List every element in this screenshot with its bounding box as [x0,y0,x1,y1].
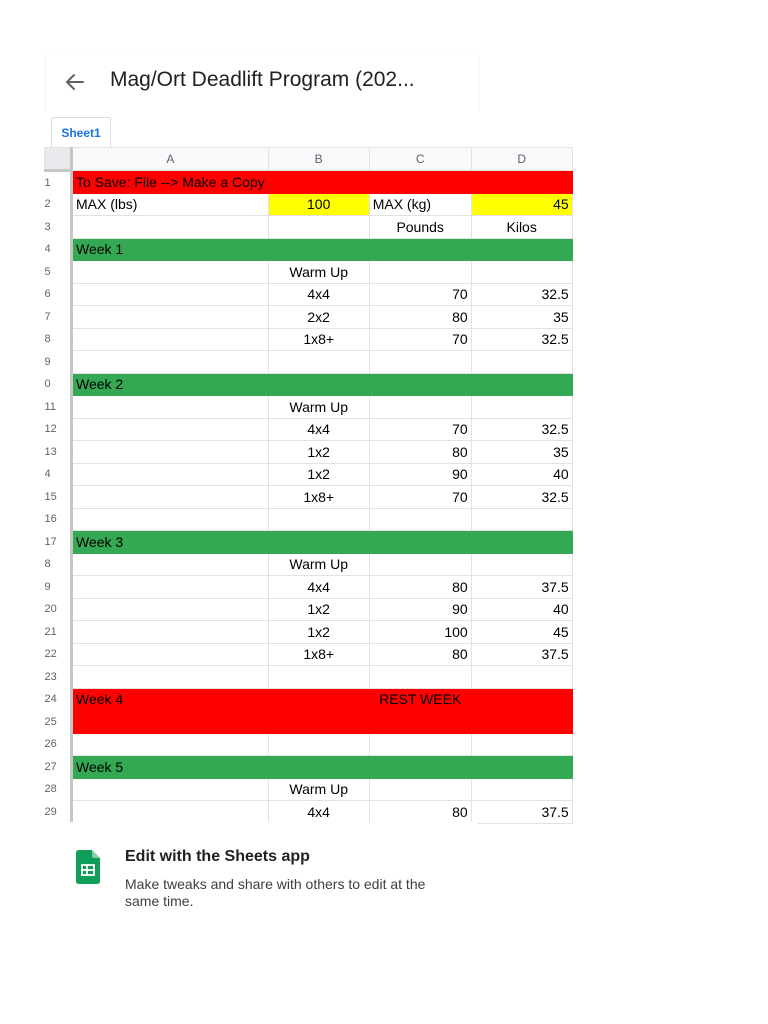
row-number[interactable]: 26 [45,733,72,756]
row-number[interactable]: 15 [45,486,72,509]
cell-a[interactable] [72,463,269,486]
cell-d[interactable]: 37.5 [471,576,572,599]
cell-b[interactable]: 100 [268,193,369,216]
cell-c[interactable]: REST WEEK [369,688,471,711]
cell-b[interactable] [268,666,369,689]
row-number[interactable]: 7 [45,306,72,329]
cell-d[interactable]: 37.5 [471,643,572,666]
row-number[interactable]: 23 [45,666,72,689]
cell-d[interactable] [471,553,572,576]
cell-d[interactable] [471,396,572,419]
table-row [45,441,573,464]
table-row [45,238,573,261]
cell-b[interactable]: 2x2 [268,306,369,329]
row-number[interactable]: 16 [45,508,72,531]
cell-c[interactable] [369,711,471,734]
cell-d[interactable]: 37.5 [471,801,572,824]
cell-c[interactable] [369,261,471,284]
cell-b[interactable]: Warm Up [268,396,369,419]
cell-d[interactable] [471,373,572,396]
table-row [45,711,573,734]
cell-d[interactable] [471,508,572,531]
cell-a[interactable]: Week 5 [72,756,269,779]
cell-d[interactable]: 32.5 [471,418,572,441]
cell-c[interactable]: 90 [369,463,471,486]
row-number[interactable]: 3 [45,216,72,239]
cell-a[interactable]: Week 2 [72,373,269,396]
cell-a[interactable] [72,216,269,239]
promo-description: Make tweaks and share with others to edit at the same time. [125,876,426,909]
cell-b[interactable]: Warm Up [268,261,369,284]
cell-b[interactable] [268,351,369,374]
table-row [45,598,573,621]
cell-c[interactable]: 90 [369,598,471,621]
row-number[interactable]: 24 [45,688,72,711]
row-number[interactable]: 2 [45,193,72,216]
cell-c[interactable] [369,238,471,261]
cell-c[interactable]: 80 [369,576,471,599]
cell-c[interactable] [369,733,471,756]
google-sheets-icon [76,850,100,884]
row-number[interactable]: 11 [45,396,72,419]
cell-b[interactable] [268,171,369,194]
cell-d[interactable]: 40 [471,463,572,486]
sheets-app-promo[interactable] [46,822,478,909]
cell-a[interactable] [72,733,269,756]
row-number[interactable]: 5 [45,261,72,284]
table-row [45,486,573,509]
table-row [45,621,573,644]
table-row [45,171,573,194]
row-number[interactable]: 12 [45,418,72,441]
cell-a[interactable] [72,508,269,531]
table-row [45,756,573,779]
row-number[interactable]: 25 [45,711,72,734]
cell-c[interactable] [369,373,471,396]
cell-a[interactable]: Week 4 [72,688,269,711]
cell-d[interactable] [471,711,572,734]
cell-b[interactable]: 1x2 [268,441,369,464]
cell-a[interactable] [72,306,269,329]
row-number[interactable]: 8 [45,553,72,576]
cell-b[interactable] [268,531,369,554]
table-row [45,216,573,239]
cell-a[interactable] [72,261,269,284]
row-number[interactable]: 13 [45,441,72,464]
cell-a[interactable] [72,778,269,801]
cell-d[interactable] [471,756,572,779]
table-row [45,553,573,576]
row-number[interactable]: 8 [45,328,72,351]
row-number[interactable]: 9 [45,351,72,374]
table-row [45,373,573,396]
cell-a[interactable] [72,598,269,621]
cell-b[interactable] [268,216,369,239]
cell-c[interactable]: 70 [369,328,471,351]
table-row [45,306,573,329]
table-row [45,351,573,374]
tab-sheet1[interactable]: Sheet1 [51,117,111,148]
table-row [45,666,573,689]
cell-a[interactable] [72,351,269,374]
cell-b[interactable]: 1x2 [268,621,369,644]
table-row [45,531,573,554]
cell-b[interactable]: 1x2 [268,598,369,621]
spreadsheet-grid [44,147,573,824]
table-row [45,576,573,599]
cell-a[interactable] [72,418,269,441]
cell-a[interactable] [72,328,269,351]
cell-b[interactable]: 4x4 [268,418,369,441]
cell-b[interactable] [268,373,369,396]
cell-d[interactable] [471,531,572,554]
cell-a[interactable] [72,396,269,419]
column-header-a[interactable]: A [72,148,269,171]
cell-a[interactable] [72,576,269,599]
cell-c[interactable]: 100 [369,621,471,644]
cell-b[interactable]: Warm Up [268,778,369,801]
cell-d[interactable]: 45 [471,621,572,644]
table-row [45,508,573,531]
promo-title: Edit with the Sheets app [125,848,310,865]
select-all-corner[interactable] [45,148,72,171]
cell-a[interactable] [72,711,269,734]
cell-b[interactable]: Warm Up [268,553,369,576]
cell-d[interactable]: 32.5 [471,486,572,509]
table-row [45,193,573,216]
cell-d[interactable] [471,238,572,261]
cell-c[interactable] [369,756,471,779]
cell-d[interactable] [471,778,572,801]
cell-c[interactable]: 80 [369,306,471,329]
cell-d[interactable]: 32.5 [471,283,572,306]
row-number[interactable]: 4 [45,238,72,261]
cell-b[interactable]: 1x2 [268,463,369,486]
table-row [45,418,573,441]
cell-c[interactable]: 80 [369,801,471,824]
cell-c[interactable] [369,351,471,374]
cell-b[interactable]: 4x4 [268,283,369,306]
row-number[interactable]: 9 [45,576,72,599]
cell-a[interactable] [72,643,269,666]
table-row [45,396,573,419]
row-number[interactable]: 4 [45,463,72,486]
back-button[interactable] [60,67,90,97]
cell-c[interactable]: 80 [369,643,471,666]
document-title: Mag/Ort Deadlift Program (202... [110,68,415,91]
table-row [45,778,573,801]
cell-b[interactable] [268,756,369,779]
cell-d[interactable] [471,171,572,194]
cell-b[interactable]: 1x8+ [268,486,369,509]
cell-c[interactable]: 70 [369,418,471,441]
cell-d[interactable]: 35 [471,441,572,464]
cell-c[interactable]: 80 [369,441,471,464]
row-number[interactable]: 20 [45,598,72,621]
row-number[interactable]: 29 [45,801,72,824]
cell-b[interactable] [268,238,369,261]
cell-a[interactable] [72,283,269,306]
row-number[interactable]: 27 [45,756,72,779]
cell-b[interactable] [268,733,369,756]
cell-c[interactable] [369,171,471,194]
cell-b[interactable]: 1x8+ [268,328,369,351]
cell-a[interactable] [72,553,269,576]
cell-d[interactable] [471,351,572,374]
table-row [45,733,573,756]
cell-c[interactable]: 70 [369,283,471,306]
cell-a[interactable]: Week 1 [72,238,269,261]
cell-a[interactable]: MAX (lbs) [72,193,269,216]
cell-a[interactable]: Week 3 [72,531,269,554]
cell-a[interactable] [72,801,269,824]
cell-b[interactable] [268,508,369,531]
cell-c[interactable] [369,396,471,419]
table-row [45,643,573,666]
cell-b[interactable] [268,711,369,734]
table-row [45,801,573,824]
cell-c[interactable] [369,508,471,531]
table-row [45,328,573,351]
table-row [45,283,573,306]
cell-a[interactable] [72,621,269,644]
cell-c[interactable]: Pounds [369,216,471,239]
cell-d[interactable] [471,666,572,689]
cell-d[interactable] [471,733,572,756]
cell-d[interactable]: 40 [471,598,572,621]
cell-c[interactable] [369,666,471,689]
sheet-tab-bar [46,110,478,147]
column-header-c[interactable]: C [369,148,471,171]
cell-a[interactable] [72,666,269,689]
cell-c[interactable] [369,553,471,576]
app-header [46,53,478,111]
cell-b[interactable]: 4x4 [268,576,369,599]
row-number[interactable]: 28 [45,778,72,801]
cell-c[interactable]: 70 [369,486,471,509]
cell-b[interactable]: 1x8+ [268,643,369,666]
cell-d[interactable]: 35 [471,306,572,329]
cell-d[interactable]: 45 [471,193,572,216]
cell-d[interactable] [471,688,572,711]
cell-b[interactable] [268,688,369,711]
row-number[interactable]: 6 [45,283,72,306]
row-number[interactable]: 22 [45,643,72,666]
table-row [45,261,573,284]
arrow-back-icon [65,72,85,92]
cell-d[interactable]: Kilos [471,216,572,239]
cell-a[interactable] [72,441,269,464]
row-number[interactable]: 1 [45,171,72,194]
row-number[interactable]: 21 [45,621,72,644]
cell-c[interactable]: MAX (kg) [369,193,471,216]
cell-b[interactable]: 4x4 [268,801,369,824]
cell-c[interactable] [369,531,471,554]
table-row [45,688,573,711]
column-header-d[interactable]: D [471,148,572,171]
cell-a[interactable]: To Save: File --> Make a Copy [72,171,269,194]
column-header-b[interactable]: B [268,148,369,171]
row-number[interactable]: 0 [45,373,72,396]
cell-d[interactable]: 32.5 [471,328,572,351]
cell-a[interactable] [72,486,269,509]
cell-c[interactable] [369,778,471,801]
cell-d[interactable] [471,261,572,284]
table-row [45,463,573,486]
row-number[interactable]: 17 [45,531,72,554]
